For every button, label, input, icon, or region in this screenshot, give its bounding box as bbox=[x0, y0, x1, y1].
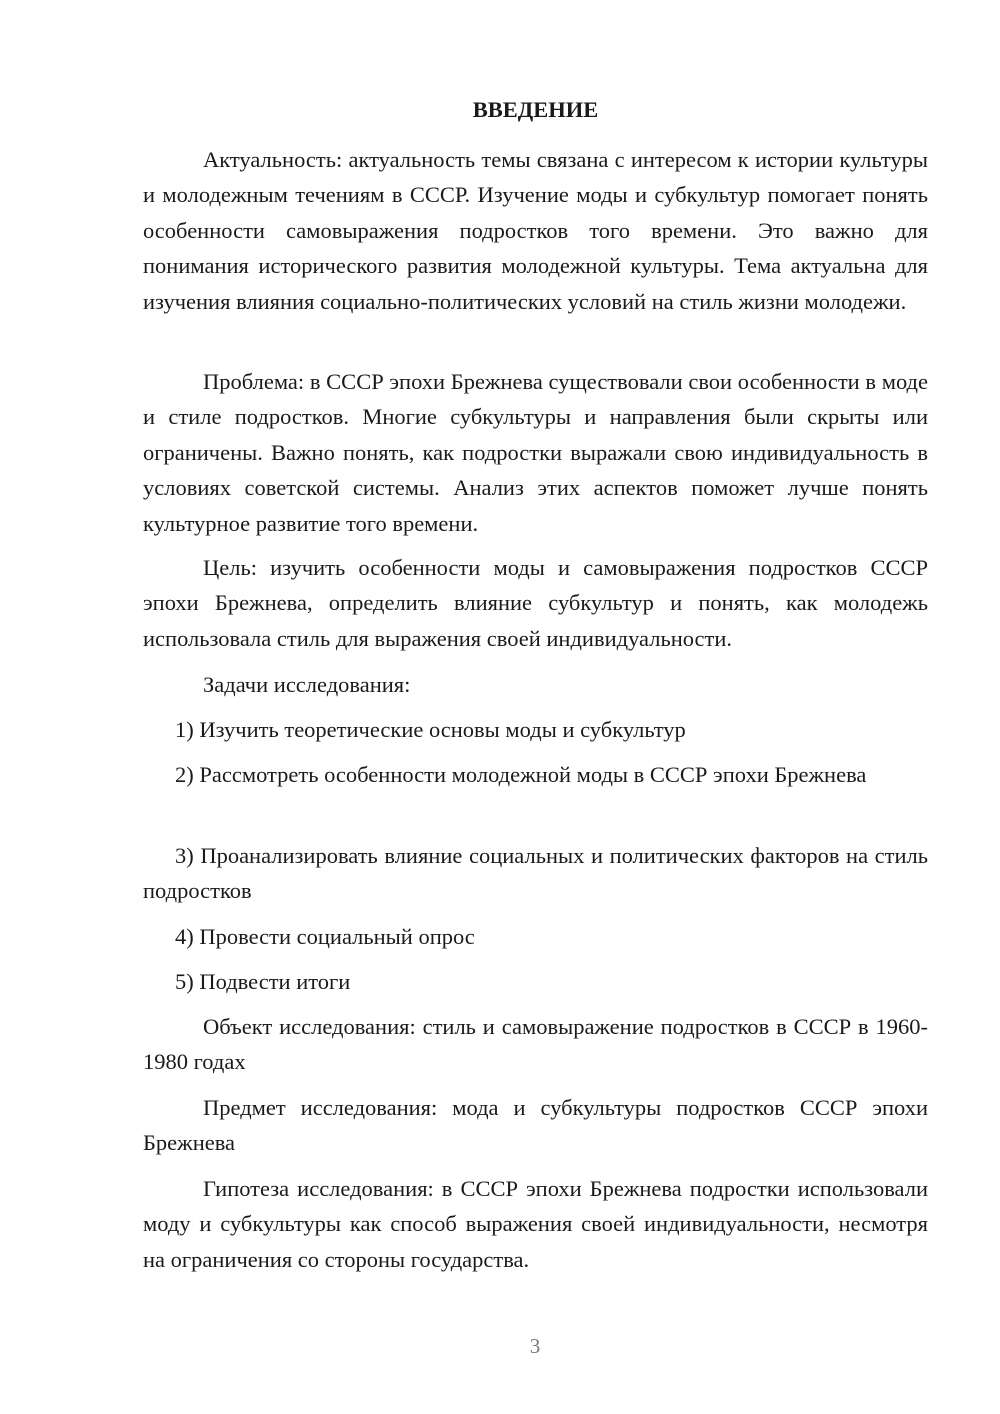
task-item-4: 4) Провести социальный опрос bbox=[175, 924, 475, 949]
object-paragraph: Объект исследования: стиль и самовыражение подростков в СССР в 1960-1980 годах bbox=[143, 1014, 928, 1075]
problem-paragraph: Проблема: в СССР эпохи Брежнева существовали свои особенности в моде и стиле подростков. Многие субкультуры и направления были скрыты или ограничены. Важно понять, как подростки выражали свою индивидуальность в условиях советской системы. Анализ этих аспектов поможет лучше понять культурное развитие того времени. bbox=[143, 369, 928, 536]
task-item-3: 3) Проанализировать влияние социальных и политических факторов на стиль подростков bbox=[143, 843, 928, 904]
goal-paragraph: Цель: изучить особенности моды и самовыражения подростков СССР эпохи Брежнева, определить влияние субкультур и понять, как молодежь использовала стиль для выражения своей индивидуальности. bbox=[143, 555, 928, 651]
hypothesis-paragraph: Гипотеза исследования: в СССР эпохи Брежнева подростки использовали моду и субкультуры как способ выражения своей индивидуальности, несмотря на ограничения со стороны государства. bbox=[143, 1176, 928, 1272]
task-item-2: 2) Рассмотреть особенности молодежной моды в СССР эпохи Брежнева bbox=[175, 762, 867, 787]
section-heading: ВВЕДЕНИЕ bbox=[472, 97, 599, 122]
task-item-5: 5) Подвести итоги bbox=[175, 969, 351, 994]
subject-paragraph: Предмет исследования: мода и субкультуры подростков СССР эпохи Брежнева bbox=[143, 1095, 928, 1156]
tasks-heading: Задачи исследования: bbox=[203, 672, 411, 697]
relevance-paragraph: Актуальность: актуальность темы связана с интересом к истории культуры и молодежным течениям в СССР. Изучение моды и субкультур помогает понять особенности самовыражения подростков того времени. Это важно для понимания исторического развития молодежной культуры. Тема актуальна для изучения влияния социально-политических условий на стиль жизни молодежи. bbox=[143, 147, 928, 314]
task-item-1: 1) Изучить теоретические основы моды и субкультур bbox=[175, 717, 686, 742]
page-number: 3 bbox=[529, 1334, 541, 1358]
